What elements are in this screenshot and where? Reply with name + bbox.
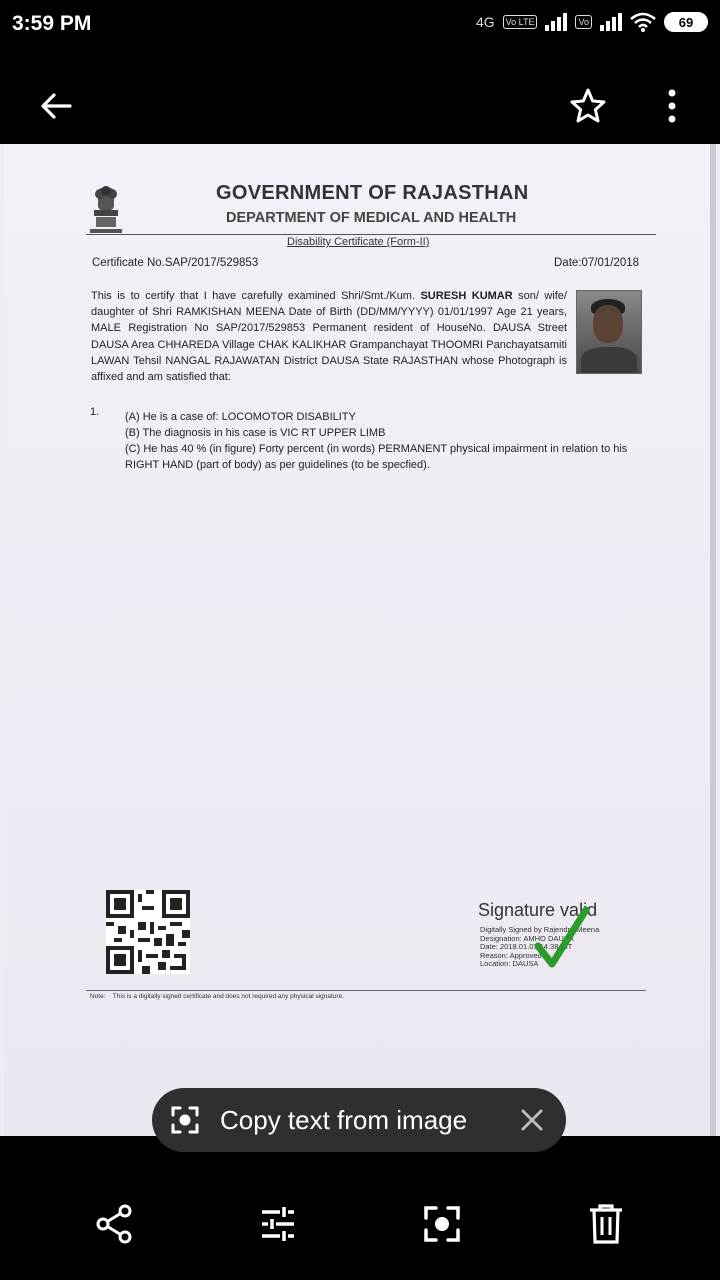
- department-title: DEPARTMENT OF MEDICAL AND HEALTH: [226, 210, 517, 226]
- document-note: Note: This is a digitally signed certificate and does not required any physical signature.: [90, 993, 345, 1000]
- trash-icon: [587, 1203, 625, 1245]
- note-divider: [86, 990, 646, 991]
- certificate-body: This is to certify that I have carefully examined Shri/Smt./Kum. SURESH KUMAR son/ wife/ daughter of Shri RAMKISHAN MEENA Date of Birth (DD/MM/YYYY) 01/01/1997 Age 21 years, MALE Registration No SAP/2017/529853 Permanent resident of HouseNo. DAUSA Street DAUSA Area CHHAREDA Village CHAK KALIKHAR Grampanchayat THOOMRI Panchayatsamiti LAWAN Tehsil NANGAL RAJAWATAN District DAUSA State RAJASTHAN whose Photograph is affixed and am satisfied that:: [91, 290, 567, 384]
- share-button[interactable]: [88, 1198, 140, 1250]
- favorite-button[interactable]: [562, 82, 614, 130]
- copy-text-chip[interactable]: [152, 1088, 566, 1152]
- lens-button[interactable]: [416, 1198, 468, 1250]
- share-icon: [93, 1203, 135, 1245]
- qr-code-icon: [106, 890, 190, 974]
- finding-c: (C) He has 40 % (in figure) Forty percent (in words) PERMANENT physical impairment in relation to his RIGHT HAND (part of body) as per guidelines (to be specfied).: [125, 443, 628, 471]
- document-title: GOVERNMENT OF RAJASTHAN: [216, 182, 529, 204]
- delete-button[interactable]: [580, 1198, 632, 1250]
- top-app-bar: [0, 62, 720, 148]
- lens-icon: [170, 1105, 200, 1135]
- more-options-button[interactable]: [648, 82, 696, 130]
- patient-name: SURESH KUMAR: [420, 290, 513, 302]
- tune-icon: [258, 1204, 298, 1244]
- page-edge: [710, 144, 716, 1136]
- certificate-number: Certificate No.SAP/2017/529853: [92, 257, 259, 269]
- signal-icon-2: [600, 13, 622, 31]
- ashoka-emblem-icon: [86, 184, 126, 236]
- certificate-date: Date:07/01/2018: [554, 257, 640, 269]
- more-vertical-icon: [667, 88, 677, 124]
- bottom-action-bar: [0, 1180, 720, 1270]
- signal-icon: [545, 13, 567, 31]
- applicant-photo: [576, 290, 642, 374]
- signature-valid-label: Signature valid: [478, 900, 598, 920]
- status-bar: [0, 0, 720, 52]
- copy-text-label: Copy text from image: [220, 1104, 468, 1135]
- findings-list: [125, 409, 645, 473]
- status-time: 3:59 PM: [12, 12, 92, 35]
- arrow-left-icon: [38, 88, 74, 124]
- close-icon[interactable]: [518, 1106, 546, 1134]
- green-check-icon: [532, 904, 592, 974]
- back-button[interactable]: [30, 82, 82, 130]
- lens-icon: [422, 1204, 462, 1244]
- volte-badge: Vo LTE: [503, 15, 538, 29]
- form-title: Disability Certificate (Form-II): [287, 236, 430, 248]
- header-divider: [86, 234, 656, 235]
- star-outline-icon: [568, 86, 608, 126]
- edit-button[interactable]: [252, 1198, 304, 1250]
- wifi-icon: [630, 12, 656, 32]
- signature-details: Digitally Signed by Rajendra Meena Designation: AMHO DAUSA Date: 2018.01.07 14:38 IST Reason: Approved Location: DAUSA: [480, 925, 600, 968]
- status-icons: [476, 12, 708, 32]
- certificate-document: [4, 144, 716, 1136]
- finding-a: (A) He is a case of: LOCOMOTOR DISABILITY: [125, 411, 356, 423]
- volte-badge-2: Vo: [575, 15, 592, 29]
- finding-b: (B) The diagnosis in his case is VIC RT UPPER LIMB: [125, 427, 386, 439]
- photo-viewer[interactable]: [0, 144, 720, 1136]
- battery-icon: 69: [664, 12, 708, 32]
- list-number: 1.: [90, 406, 100, 418]
- network-type: 4G: [475, 14, 495, 30]
